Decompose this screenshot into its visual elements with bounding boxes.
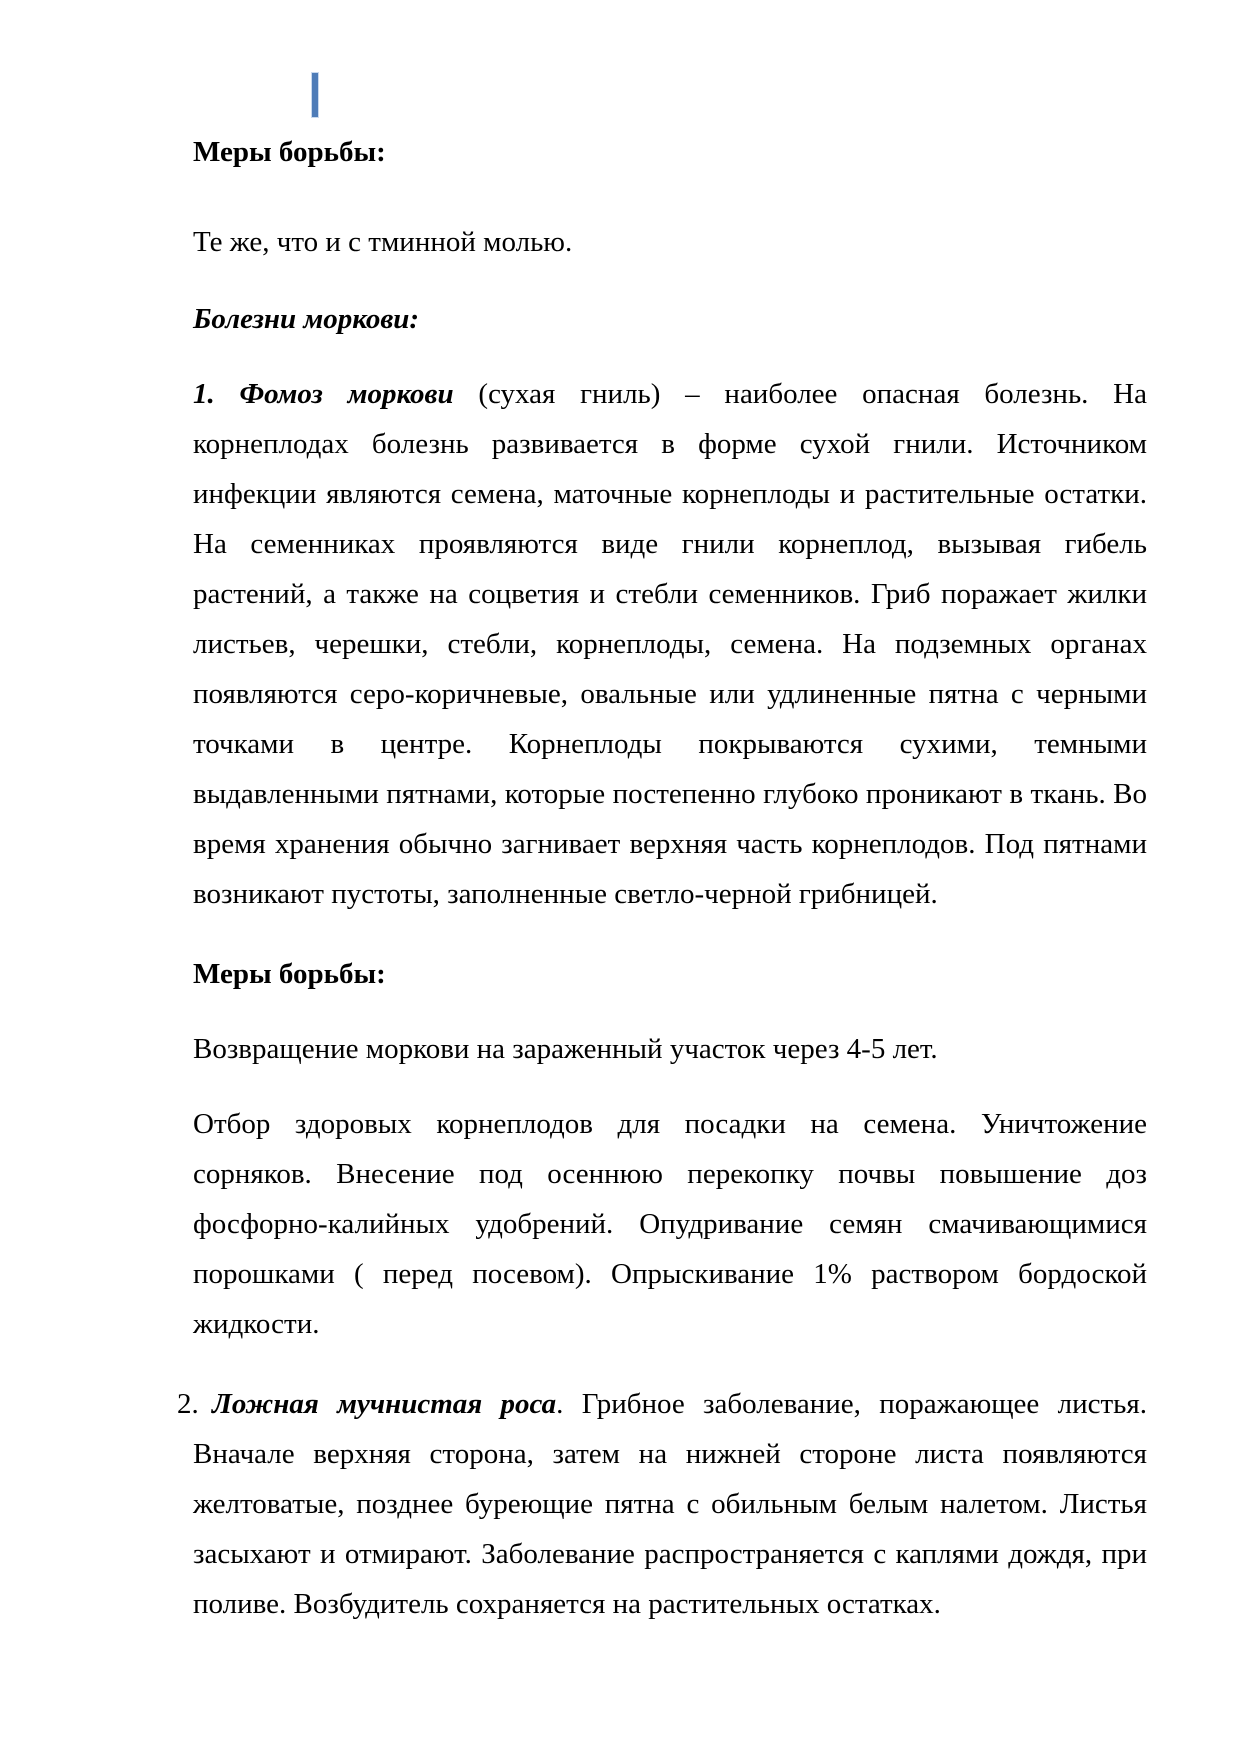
paragraph-crop-rotation: Возвращение моркови на зараженный участок через 4-5 лет. <box>193 1033 938 1065</box>
phomoz-body-text: (сухая гниль) – наиболее опасная болезнь. На корнеплодах болезнь развивается в форме сухой гнили. Источником инфекции являются семена, маточные корнеплоды и растительные остатки. На семенниках проявляются виде гнили корнеплод, вызывая гибель растений, а также на соцветия и стебли семенников. Гриб поражает жилки листьев, черешки, стебли, корнеплоды, семена. На подземных органах появляются серо-коричневые, овальные или удлиненные пятна с черными точками в центре. Корнеплоды покрываются сухими, темными выдавленными пятнами, которые постепенно глубоко проникают в ткань. Во время хранения обычно загнивает верхняя часть корнеплодов. Под пятнами возникают пустоты, заполненные светло-черной грибницей. <box>193 378 1147 910</box>
list-item-downy-mildew <box>177 1379 1147 1629</box>
heading-control-measures-2: Меры борьбы: <box>193 958 386 990</box>
cursor-bar-shape[interactable] <box>311 72 319 118</box>
paragraph-prevention: Отбор здоровых корнеплодов для посадки на семена. Уничтожение сорняков. Внесение под осеннюю перекопку почвы повышение доз фосфорно-калийных удобрений. Опудривание семян смачивающимися порошками ( перед посевом). Опрыскивание 1% раствором бордоской жидкости. <box>193 1108 1147 1340</box>
list-item-number: 2. <box>177 1388 199 1420</box>
heading-carrot-diseases: Болезни моркови: <box>193 303 420 335</box>
downy-mildew-lead-text: Ложная мучнистая роса <box>212 1388 557 1420</box>
heading-control-measures-1: Меры борьбы: <box>193 136 386 168</box>
downy-mildew-body-text: . Грибное заболевание, поражающее листья. Вначале верхняя сторона, затем на нижней стороне листа появляются желтоватые, позднее буреющие пятна с обильным белым налетом. Листья засыхают и отмирают. Заболевание распространяется с каплями дождя, при поливе. Возбудитель сохраняется на растительных остатках. <box>193 1388 1147 1620</box>
paragraph-same-as-caraway-moth: Те же, что и с тминной молью. <box>193 226 573 258</box>
phomoz-lead-text: 1. Фомоз моркови <box>193 378 454 410</box>
paragraph-phomoz <box>193 369 1147 919</box>
